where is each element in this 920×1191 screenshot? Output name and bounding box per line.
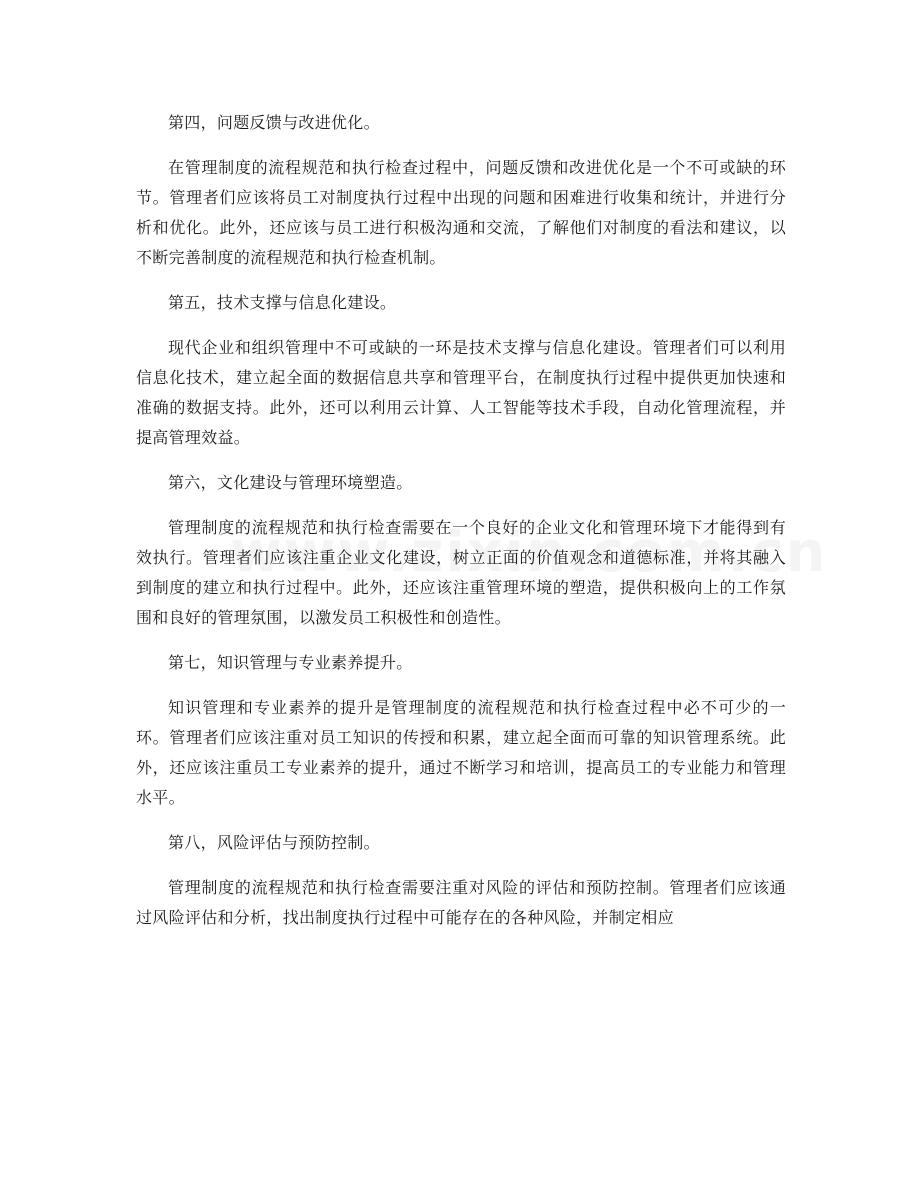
section-heading-5: 第五，技术支撑与信息化建设。: [168, 293, 397, 312]
section-heading-4: 第四，问题反馈与改进优化。: [168, 113, 380, 132]
section-paragraph-6: 管理制度的流程规范和执行检查需要在一个良好的企业文化和管理环境下才能得到有效执行。管理者们应该注重企业文化建设，树立正面的价值观念和道德标准，并将其融入到制度的建立和执行过程中。此外，还应该注重管理环境的塑造，提供积极向上的工作氛围和良好的管理氛围，以激发员工积极性和创造性。: [136, 518, 786, 627]
section-paragraph-8: 管理制度的流程规范和执行检查需要注重对风险的评估和预防控制。管理者们应该通过风险评估和分析，找出制度执行过程中可能存在的各种风险，并制定相应: [136, 878, 786, 927]
section-paragraph-5: 现代企业和组织管理中不可或缺的一环是技术支撑与信息化建设。管理者们可以利用信息化技术，建立起全面的数据信息共享和管理平台，在制度执行过程中提供更加快速和准确的数据支持。此外，还可以利用云计算、人工智能等技术手段，自动化管理流程，并提高管理效益。: [136, 338, 786, 447]
document-body: [136, 108, 786, 948]
section-paragraph-7: 知识管理和专业素养的提升是管理制度的流程规范和执行检查过程中必不可少的一环。管理者们应该注重对员工知识的传授和积累，建立起全面而可靠的知识管理系统。此外，还应该注重员工专业素养的提升，通过不断学习和培训，提高员工的专业能力和管理水平。: [136, 698, 786, 807]
section-paragraph-4: 在管理制度的流程规范和执行检查过程中，问题反馈和改进优化是一个不可或缺的环节。管理者们应该将员工对制度执行过程中出现的问题和困难进行收集和统计，并进行分析和优化。此外，还应该与员工进行积极沟通和交流，了解他们对制度的看法和建议，以不断完善制度的流程规范和执行检查机制。: [136, 158, 786, 267]
section-heading-6: 第六，文化建设与管理环境塑造。: [168, 473, 413, 492]
section-heading-7: 第七，知识管理与专业素养提升。: [168, 653, 413, 672]
section-heading-8: 第八，风险评估与预防控制。: [168, 833, 380, 852]
